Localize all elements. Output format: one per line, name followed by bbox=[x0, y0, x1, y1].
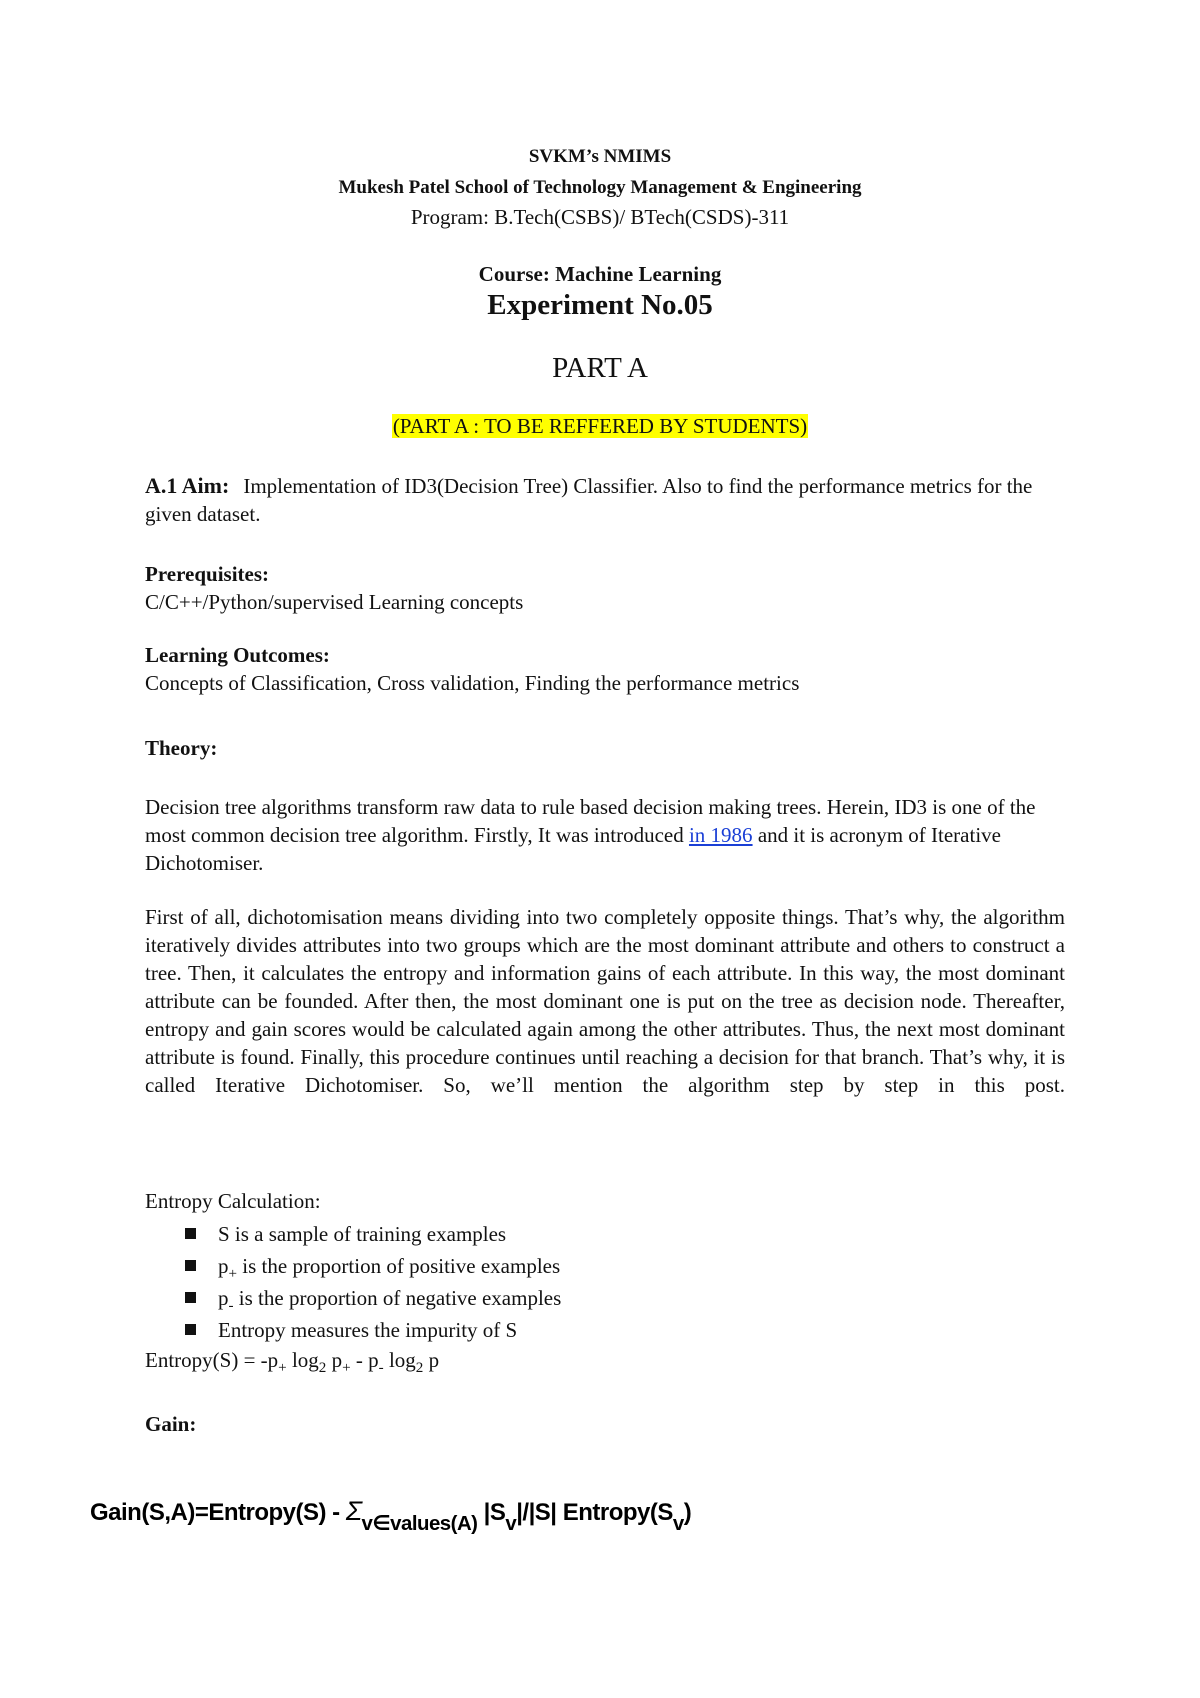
in-1986-link[interactable]: in 1986 bbox=[688, 823, 753, 847]
entropy-bullet-list bbox=[185, 1220, 885, 1348]
square-bullet-icon bbox=[185, 1260, 196, 1271]
square-bullet-icon bbox=[185, 1324, 196, 1335]
list-item bbox=[185, 1252, 885, 1284]
formula-subscript: 2 bbox=[318, 1360, 327, 1377]
gain-formula-part: ) bbox=[683, 1499, 692, 1526]
square-bullet-icon bbox=[185, 1228, 196, 1239]
institute-name: SVKM’s NMIMS bbox=[528, 146, 672, 167]
formula-subscript: - bbox=[378, 1360, 384, 1377]
theory-paragraph-1 bbox=[145, 793, 1065, 877]
program-line: Program: B.Tech(CSBS)/ BTech(CSDS)-311 bbox=[410, 205, 790, 229]
theory-paragraph-2: First of all, dichotomisation means dividing into two completely opposite things. That’s why, the algorithm iteratively divides attributes into two groups which are the most dominant attribute and others to construct a tree. Then, it calculates the entropy and information gains of each attribute. In this way, the most dominant attribute can be founded. After then, the most dominant one is put on the tree as decision node. Thereafter, entropy and gain scores would be calculated again among the other attributes. Thus, the next most dominant attribute is found. Finally, this procedure continues until reaching a decision for that branch. That’s why, it is called Iterative Dichotomiser. So, we’ll mention the algorithm step by step in this post. bbox=[145, 905, 1065, 1097]
gain-formula-part: |S bbox=[477, 1499, 506, 1526]
part-note bbox=[0, 414, 1200, 439]
bullet-text-rest: is the proportion of positive examples bbox=[237, 1254, 561, 1278]
theory-p1-text-a: Decision tree algorithms transform raw data to rule based decision making trees. Herein, ID3 is one of the most common decision tree algorithm. Firstly, It was introduced bbox=[145, 795, 1036, 847]
formula-part: log bbox=[286, 1348, 319, 1372]
theory-heading: Theory: bbox=[145, 736, 218, 760]
bullet-subscript: - bbox=[228, 1298, 234, 1315]
entropy-formula bbox=[145, 1346, 1065, 1382]
list-item bbox=[185, 1316, 885, 1348]
formula-subscript: + bbox=[342, 1360, 351, 1377]
bullet-subscript: + bbox=[228, 1266, 238, 1283]
formula-subscript: 2 bbox=[415, 1360, 424, 1377]
aim-text: Implementation of ID3(Decision Tree) Classifier. Also to find the performance metrics for the given dataset. bbox=[145, 474, 1033, 526]
formula-subscript: + bbox=[278, 1360, 287, 1377]
list-item bbox=[185, 1284, 885, 1316]
gain-formula-subscript: v bbox=[672, 1513, 684, 1535]
bullet-text-rest: is the proportion of negative examples bbox=[233, 1286, 562, 1310]
gain-formula-subscript: v∈values(A) bbox=[361, 1513, 478, 1535]
gain-formula-subscript: v bbox=[505, 1513, 517, 1535]
formula-part: p bbox=[326, 1348, 343, 1372]
square-bullet-icon bbox=[185, 1292, 196, 1303]
theory-p1-text-b: and it is acronym of Iterative Dichotomiser. bbox=[145, 823, 1001, 875]
course-title: Course: Machine Learning bbox=[478, 262, 722, 286]
school-name: Mukesh Patel School of Technology Management & Engineering bbox=[338, 177, 862, 198]
bullet-text: Entropy measures the impurity of S bbox=[218, 1318, 518, 1342]
learning-outcomes-heading: Learning Outcomes: bbox=[145, 643, 330, 667]
prerequisites-text: C/C++/Python/supervised Learning concepts bbox=[145, 590, 524, 614]
formula-part: Entropy(S) = -p bbox=[145, 1348, 279, 1372]
learning-outcomes-text: Concepts of Classification, Cross validation, Finding the performance metrics bbox=[145, 671, 800, 695]
aim-label: A.1 Aim: bbox=[145, 473, 230, 498]
gain-formula-part: Gain(S,A)=Entropy(S) - bbox=[90, 1499, 346, 1526]
gain-formula bbox=[90, 1496, 850, 1536]
formula-part: log bbox=[383, 1348, 416, 1372]
gain-heading: Gain: bbox=[145, 1412, 197, 1436]
aim-section bbox=[145, 472, 1065, 528]
bullet-text: S is a sample of training examples bbox=[218, 1222, 507, 1246]
part-note-highlight: (PART A : TO BE REFFERED BY STUDENTS) bbox=[392, 414, 808, 438]
entropy-calculation-heading: Entropy Calculation: bbox=[145, 1189, 321, 1213]
gain-formula-part: |/|S| Entropy(S bbox=[516, 1499, 673, 1526]
bullet-text: p bbox=[218, 1286, 229, 1310]
part-heading: PART A bbox=[552, 352, 648, 384]
sigma-symbol: Σ bbox=[345, 1496, 362, 1526]
list-item bbox=[185, 1220, 885, 1252]
prerequisites-heading: Prerequisites: bbox=[145, 562, 270, 586]
formula-part: - p bbox=[350, 1348, 379, 1372]
experiment-title: Experiment No.05 bbox=[487, 289, 713, 321]
bullet-text: p bbox=[218, 1254, 229, 1278]
formula-part: p bbox=[423, 1348, 440, 1372]
